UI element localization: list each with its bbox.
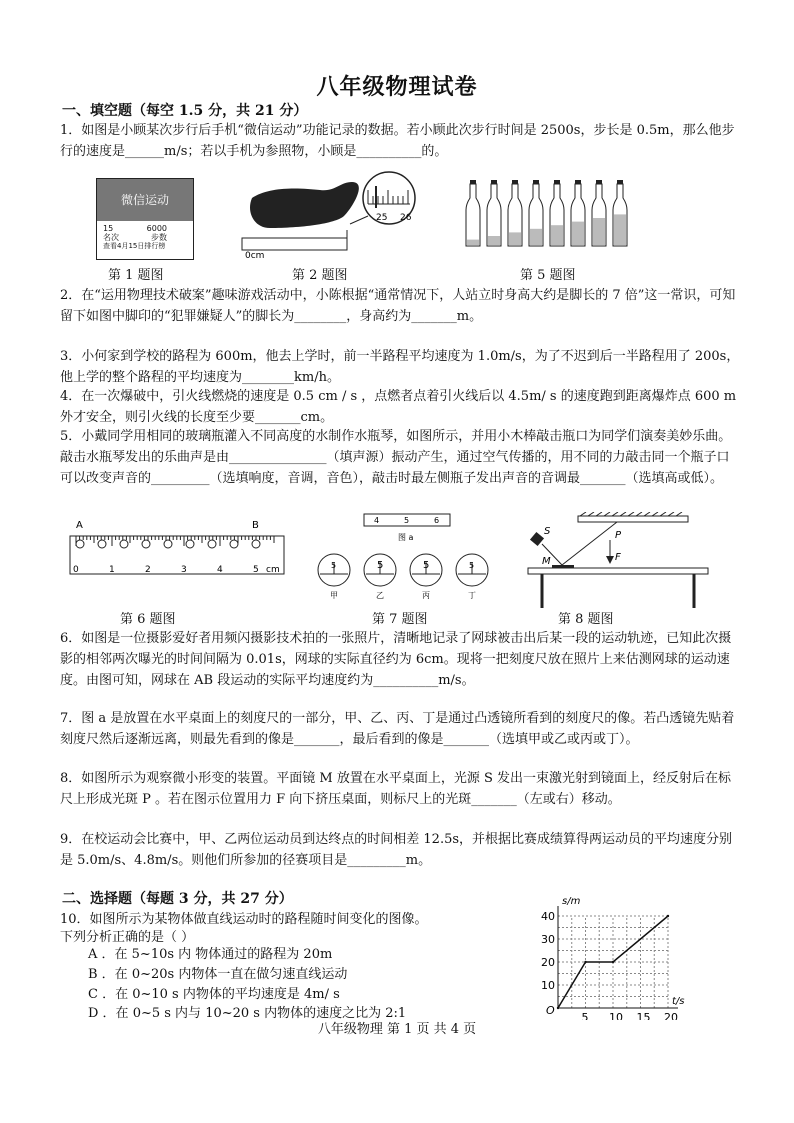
tennis-ball [230,540,238,548]
x-tick-label: 5 [581,1011,589,1020]
caption-fig5: 第 5 题图 [520,268,576,283]
ruler-bar [242,238,347,250]
bottle-cap [533,180,539,184]
tennis-ball [98,540,106,548]
data-point [667,915,669,917]
bottle-water [467,240,479,245]
y-axis-label: s/m [562,896,581,907]
label-S: S [544,526,551,537]
bottle-cap [512,180,518,184]
y-tick-label: 10 [541,979,555,992]
y-tick-label: 40 [541,910,555,923]
rank-number: 15 [103,224,114,233]
rank-label: 名次 [103,233,119,242]
section-heading-choice: 二、选择题（每题 3 分，共 27 分） [62,891,293,907]
magnifier-tick-25: 25 [376,213,388,223]
figure-5-bottles [462,180,634,250]
tennis-ball [142,540,150,548]
question-1: 1．如图是小顾某次步行后手机“微信运动”功能记录的数据。若小顾此次步行时间是 2500s，步长是 0.5m，那么他步行的速度是______m/s；若以手机为参照物，小顾是__________的。 [60,123,735,159]
section-heading-fill-in: 一、填空题（每空 1.5 分，共 21 分） [62,103,308,119]
bottle-water [488,236,500,245]
figure-6-ruler-balls [66,518,286,588]
bottle-water [509,232,521,245]
bottle-water [593,218,605,245]
question-9: 9．在校运动会比赛中，甲、乙两位运动员到达终点的时间相差 12.5s，并根据比赛成绩算得两运动员的平均速度分别是 5.0m/s、4.8m/s。则他们所参加的径赛项目是_________m。 [60,832,733,868]
bottle-cap [554,180,560,184]
y-tick-label: 30 [541,933,555,946]
caption-fig6: 第 6 题图 [120,612,176,627]
option-A: A ．在 5~10s 内 物体通过的路程为 20m [88,947,333,962]
page-footer: 八年级物理 第 1 页 共 4 页 [317,1022,477,1037]
figure-8-mirror-apparatus [522,512,712,612]
data-point [584,961,586,963]
question-5: 5．小戴同学用相同的玻璃瓶灌入不同高度的水制作水瓶琴，如图所示，并用小木棒敲击瓶口为同学们演奏美妙乐曲。敲击水瓶琴发出的乐曲声是由_______________（填声源）振动产生，通过空气传播的，用不同的力敲击同一个瓶子口可以改变声音的_________（选填响度，音调，音色），敲击时最左侧瓶子发出声音的音调最_______（选填高或低）。 [60,429,732,486]
y-tick-label: 20 [541,956,555,969]
magnifier-tick-26: 26 [400,213,412,223]
bottle-water [530,229,542,245]
lens-digit: 5 [331,561,337,570]
tennis-ball [252,540,260,548]
bottle [466,184,480,246]
x-axis-label: t/s [672,996,685,1007]
scale-bar [578,516,688,522]
option-B: B ．在 0~20s 内物体一直在做匀速直线运动 [88,967,348,982]
question-6: 6．如图是一位摄影爱好者用频闪摄影技术拍的一张照片，清晰地记录了网球被击出后某一段的运动轨迹，已知此次摄影的相邻两次曝光的时间间隔为 0.01s，网球的实际直径约为 6cm。现将一把刻度尺放在照片上来估测网球的运动速度。由图可知，网球在 AB 段运动的实际平均速度约为__________m/s。 [60,631,732,688]
caption-fig1: 第 1 题图 [108,268,164,283]
wechat-header: 微信运动 [97,179,193,221]
page-title: 八年级物理试卷 [316,74,478,100]
ruler-number: 3 [181,565,187,575]
ruler-zero-label: 0cm [245,251,265,260]
tennis-ball [186,540,194,548]
x-tick-label: 10 [609,1011,623,1020]
caption-fig7: 第 7 题图 [372,612,428,627]
question-8: 8．如图所示为观察微小形变的装置。平面镜 M 放置在水平桌面上，光源 S 发出一束激光射到镜面上，经反射后在标尺上形成光斑 P 。若在图示位置用力 F 向下挤压桌面，则标尺上的光斑_______（左或右）移动。 [60,771,732,807]
figure-7-lens-images [312,512,502,604]
x-tick-label: 20 [664,1011,678,1020]
tennis-ball [76,540,84,548]
data-point [612,961,614,963]
label-P: P [615,530,622,541]
lens-label: 乙 [376,591,384,600]
lens-label: 丁 [468,591,476,600]
lens-digit: 5 [469,561,475,570]
question-3: 3．小何家到学校的路程为 600m，他去上学时，前一半路程平均速度为 1.0m/s，为了不迟到后一半路程用了 200s，他上学的整个路程的平均速度为________km/h。 [60,349,740,385]
lens-digit: 5 [423,560,430,571]
data-point [557,1007,559,1009]
option-D: D ．在 0~5 s 内与 10~20 s 内物体的速度之比为 2:1 [88,1006,407,1021]
lens-label: 甲 [330,591,338,600]
steps-number: 6000 [146,224,167,233]
question-10: 10．如图所示为某物体做直线运动时的路程随时间变化的图像。 [60,912,428,927]
bottle-cap [491,180,497,184]
bottle-water [614,214,626,245]
question-10-prompt: 下列分析正确的是（ ） [60,930,195,945]
ruler-number: 5 [253,565,259,575]
ruler-number: 1 [109,565,115,575]
tabletop [528,568,708,574]
footprint-shape [250,182,359,228]
question-4: 4．在一次爆破中，引火线燃烧的速度是 0.5 cm / s ，点燃者点着引火线后以 4.5m/ s 的速度跑到距离爆炸点 600 m 外才安全，则引火线的长度至少要_______cm。 [60,389,737,425]
caption-fig8: 第 8 题图 [558,612,614,627]
bottle-cap [617,180,623,184]
steps-label: 步数 [151,233,167,242]
label-F: F [615,552,621,563]
bottle-cap [470,180,476,184]
ruler-number: 4 [217,565,223,575]
tennis-ball [164,540,172,548]
scale-number: 4 [374,516,380,525]
point-A-label: A [76,520,83,531]
ruler-number: 0 [73,565,79,575]
label-M: M [542,556,551,567]
question-10-chart [536,896,686,1020]
ranking-link-text: 查看4月15日排行榜 [103,242,166,250]
figure-a-label: 图 a [398,533,414,542]
lens-label: 丙 [422,591,430,600]
tennis-ball [120,540,128,548]
figure-1-wechat-card [96,178,194,260]
caption-fig2: 第 2 题图 [292,268,348,283]
question-2: 2．在“运用物理技术破案”趣味游戏活动中，小陈根据“通常情况下，人站立时身高大约是脚长的 7 倍”这一常识，可知留下如图中脚印的“犯罪嫌疑人”的脚长为________，身高约为_______m。 [60,288,736,324]
bottle-water [572,222,584,245]
ruler-unit-label: cm [266,565,280,575]
bottle-cap [575,180,581,184]
scale-number: 6 [434,516,440,525]
origin-label: O [546,1004,555,1017]
question-7: 7．图 a 是放置在水平桌面上的刻度尺的一部分，甲、乙、丙、丁是通过凸透镜所看到的刻度尺的像。若凸透镜先贴着刻度尺然后逐渐远离，则最先看到的像是_______，最后看到的像是_______（选填甲或乙或丙或丁）。 [60,711,735,747]
x-tick-label: 15 [636,1011,651,1020]
tennis-ball [208,540,216,548]
ruler-number: 2 [145,565,151,575]
bottle-water [551,225,563,245]
option-C: C ．在 0~10 s 内物体的平均速度是 4m/ s [88,987,340,1002]
bottle-cap [596,180,602,184]
point-B-label: B [252,520,259,531]
figure-2-footprint [240,168,430,260]
scale-number: 5 [404,516,410,525]
lens-digit: 5 [377,560,384,571]
